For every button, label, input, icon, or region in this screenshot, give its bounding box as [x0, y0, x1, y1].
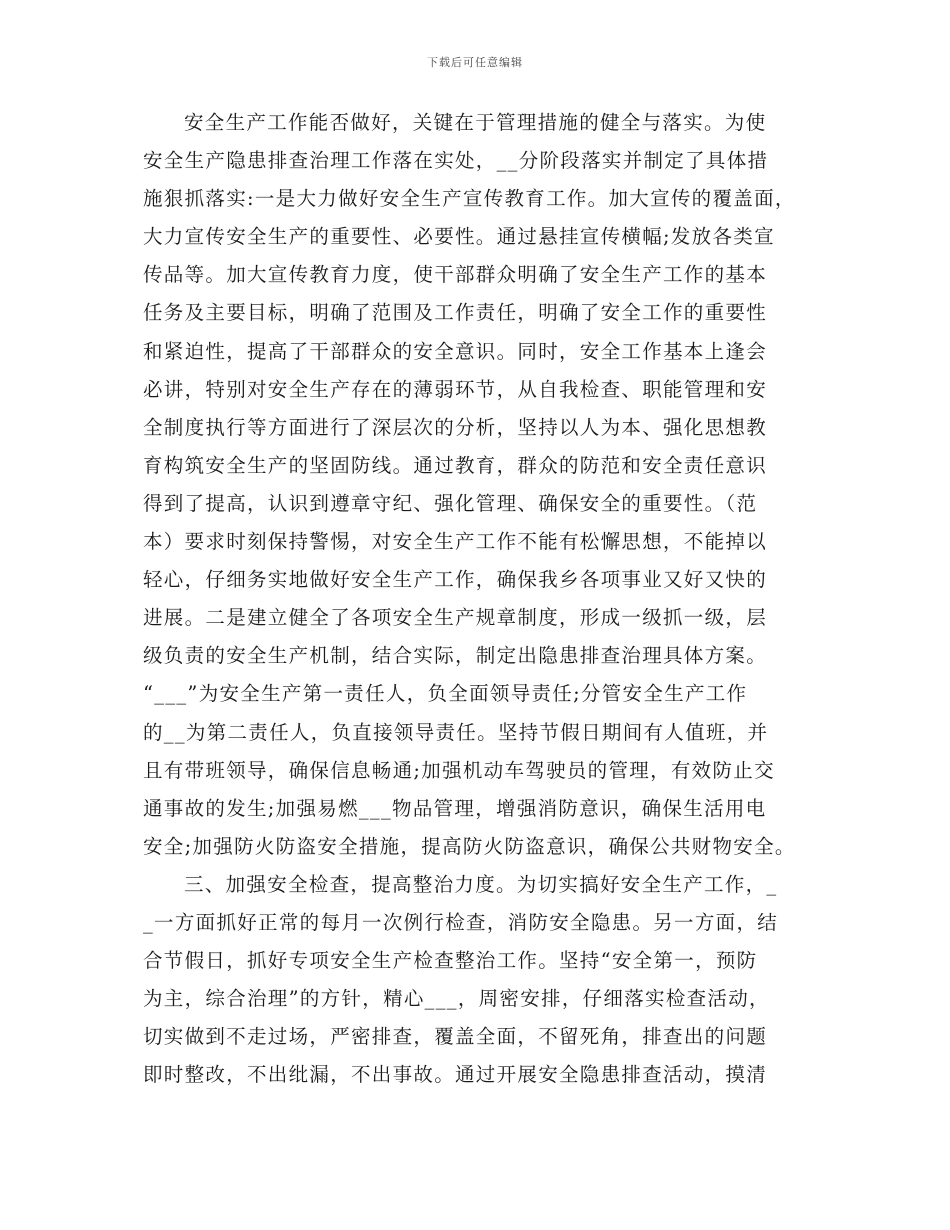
text-line: 安全生产工作能否做好，关键在于管理措施的健全与落实。为使 — [184, 111, 767, 134]
text-line: 本）要求时刻保持警惕，对安全生产工作不能有松懈思想，不能掉以 — [143, 530, 768, 554]
text-line: 任务及主要目标，明确了范围及工作责任，明确了安全工作的重要性 — [143, 301, 768, 325]
text-line: 必讲，特别对安全生产存在的薄弱环节，从自我检查、职能管理和安 — [143, 377, 768, 401]
text-line: 合节假日，抓好专项安全生产检查整治工作。坚持“安全第一，预防 — [143, 949, 758, 973]
text-line: 和紧迫性，提高了干部群众的安全意识。同时，安全工作基本上逢会 — [143, 339, 768, 363]
text-line: 施狠抓落实:一是大力做好安全生产宣传教育工作。加大宣传的覆盖面， — [143, 187, 796, 211]
text-line: 级负责的安全生产机制，结合实际，制定出隐患排查治理具体方案。 — [143, 644, 768, 668]
text-line: 育构筑安全生产的坚固防线。通过教育，群众的防范和安全责任意识 — [143, 453, 768, 477]
text-line: 的__为第二责任人，负直接领导责任。坚持节假日期间有人值班，并 — [143, 720, 769, 744]
document-body — [143, 104, 823, 1094]
text-line: 大力宣传安全生产的重要性、必要性。通过悬挂宣传横幅;发放各类宣 — [143, 225, 775, 249]
text-line: 安全生产隐患排查治理工作落在实处，__分阶段落实并制定了具体措 — [143, 149, 769, 173]
text-line: 即时整改，不出纰漏，不出事故。通过开展安全隐患排查活动，摸清 — [143, 1063, 768, 1087]
text-line: 传品等。加大宣传教育力度，使干部群众明确了安全生产工作的基本 — [143, 263, 768, 287]
text-line: 得到了提高，认识到遵章守纪、强化管理、确保安全的重要性。（范 — [143, 491, 758, 515]
text-line: 切实做到不走过场，严密排查，覆盖全面，不留死角，排查出的问题 — [143, 1025, 768, 1049]
text-line: 且有带班领导，确保信息畅通;加强机动车驾驶员的管理，有效防止交 — [143, 758, 775, 782]
text-line: _一方面抓好正常的每月一次例行检查，消防安全隐患。另一方面，结 — [143, 910, 779, 934]
text-line: “___”为安全生产第一责任人，负全面领导责任;分管安全生产工作 — [143, 682, 748, 706]
text-line: 全制度执行等方面进行了深层次的分析，坚持以人为本、强化思想教 — [143, 415, 768, 439]
text-line: 进展。二是建立健全了各项安全生产规章制度，形成一级抓一级，层 — [143, 606, 768, 630]
page-header: 下载后可任意编辑 — [427, 56, 523, 69]
text-line: 通事故的发生;加强易燃___物品管理，增强消防意识，确保生活用电 — [143, 796, 767, 820]
text-line: 三、加强安全检查，提高整治力度。为切实搞好安全生产工作，_ — [184, 872, 778, 896]
text-line: 为主，综合治理”的方针，精心___，周密安排，仔细落实检查活动， — [143, 987, 770, 1011]
text-line: 安全;加强防火防盗安全措施，提高防火防盗意识，确保公共财物安全。 — [143, 834, 796, 858]
text-line: 轻心，仔细务实地做好安全生产工作，确保我乡各项事业又好又快的 — [143, 568, 768, 592]
